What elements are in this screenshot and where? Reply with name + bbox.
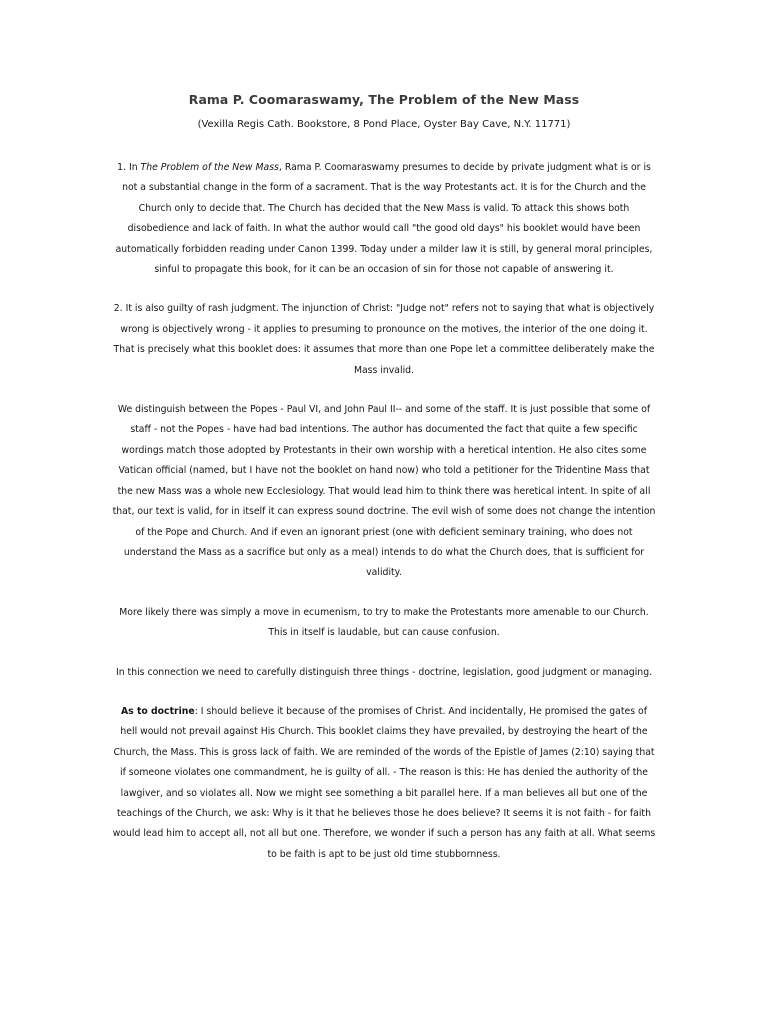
paragraph-6 bbox=[112, 702, 656, 865]
paragraph-6-text: : I should believe it because of the promises of Christ. And incidentally, He promised the gates of hell would not prevail against His Church. This booklet claims they have prevailed, by destroying the heart of the Church, the Mass. This is gross lack of faith. We are reminded of the words of the Epistle of James (2:10) saying that if someone violates one commandment, he is guilty of all. - The reason is this: He has denied the authority of the lawgiver, and so violates all. Now we might see something a bit parallel here. If a man believes all but one of the teachings of the Church, we ask: Why is it that he believes those he does believe? It seems it is not faith - for faith would lead him to accept all, not all but one. Therefore, we wonder if such a person has any faith at all. What seems to be faith is apt to be just old time stubbornness. bbox=[112, 705, 656, 860]
paragraph-1 bbox=[112, 158, 656, 280]
paragraph-5: In this connection we need to carefully distinguish three things - doctrine, legislation, good judgment or managing. bbox=[115, 666, 653, 678]
doctrine-heading: As to doctrine bbox=[120, 705, 195, 717]
paragraph-2: 2. It is also guilty of rash judgment. The injunction of Christ: "Judge not" refers not to saying that what is objectively wrong is objectively wrong - it applies to presuming to pronounce on the motives, the interior of the one doing it. That is precisely what this booklet does: it assumes that more than one Pope let a committee deliberately make the Mass invalid. bbox=[113, 303, 655, 376]
paragraph-1-text: , Rama P. Coomaraswamy presumes to decide by private judgment what is or is not a substantial change in the form of a sacrament. That is the way Protestants act. It is for the Church and the Church only to decide that. The Church has decided that the New Mass is valid. To attack this shows both disobedience and lack of faith. In what the author would call "the good old days" his booklet would have been automatically forbidden reading under Canon 1399. Today under a milder law it is still, by general moral principles, sinful to propagate this book, for it can be an occasion of sin for those not capable of answering it. bbox=[115, 162, 653, 276]
book-title: The Problem of the New Mass bbox=[140, 162, 279, 173]
paragraph-4: More likely there was simply a move in ecumenism, to try to make the Protestants more amenable to our Church. This in itself is laudable, but can cause confusion. bbox=[119, 606, 649, 639]
paragraph-3: We distinguish between the Popes - Paul VI, and John Paul II-- and some of the staff. It is just possible that some of staff - not the Popes - have had bad intentions. The author has documented the fact that quite a few specific wordings match those adopted by Protestants in their own worship with a heretical intention. He also cites some Vatican official (named, but I have not the booklet on hand now) who told a petitioner for the Tridentine Mass that the new Mass was a whole new Ecclesiology. That would lead him to think there was heretical intent. In spite of all that, our text is valid, for in itself it can express sound doctrine. The evil wish of some does not change the intention of the Pope and Church. And if even an ignorant priest (one with deficient seminary training, who does not understand the Mass as a sacrifice but only as a meal) intends to do what the Church does, that is sufficient for validity. bbox=[112, 404, 656, 579]
paragraph-1-prefix: 1. In bbox=[117, 162, 141, 173]
publisher-line: (Vexilla Regis Cath. Bookstore, 8 Pond Place, Oyster Bay Cave, N.Y. 11771) bbox=[197, 119, 571, 130]
document-title: Rama P. Coomaraswamy, The Problem of the New Mass bbox=[188, 92, 580, 107]
